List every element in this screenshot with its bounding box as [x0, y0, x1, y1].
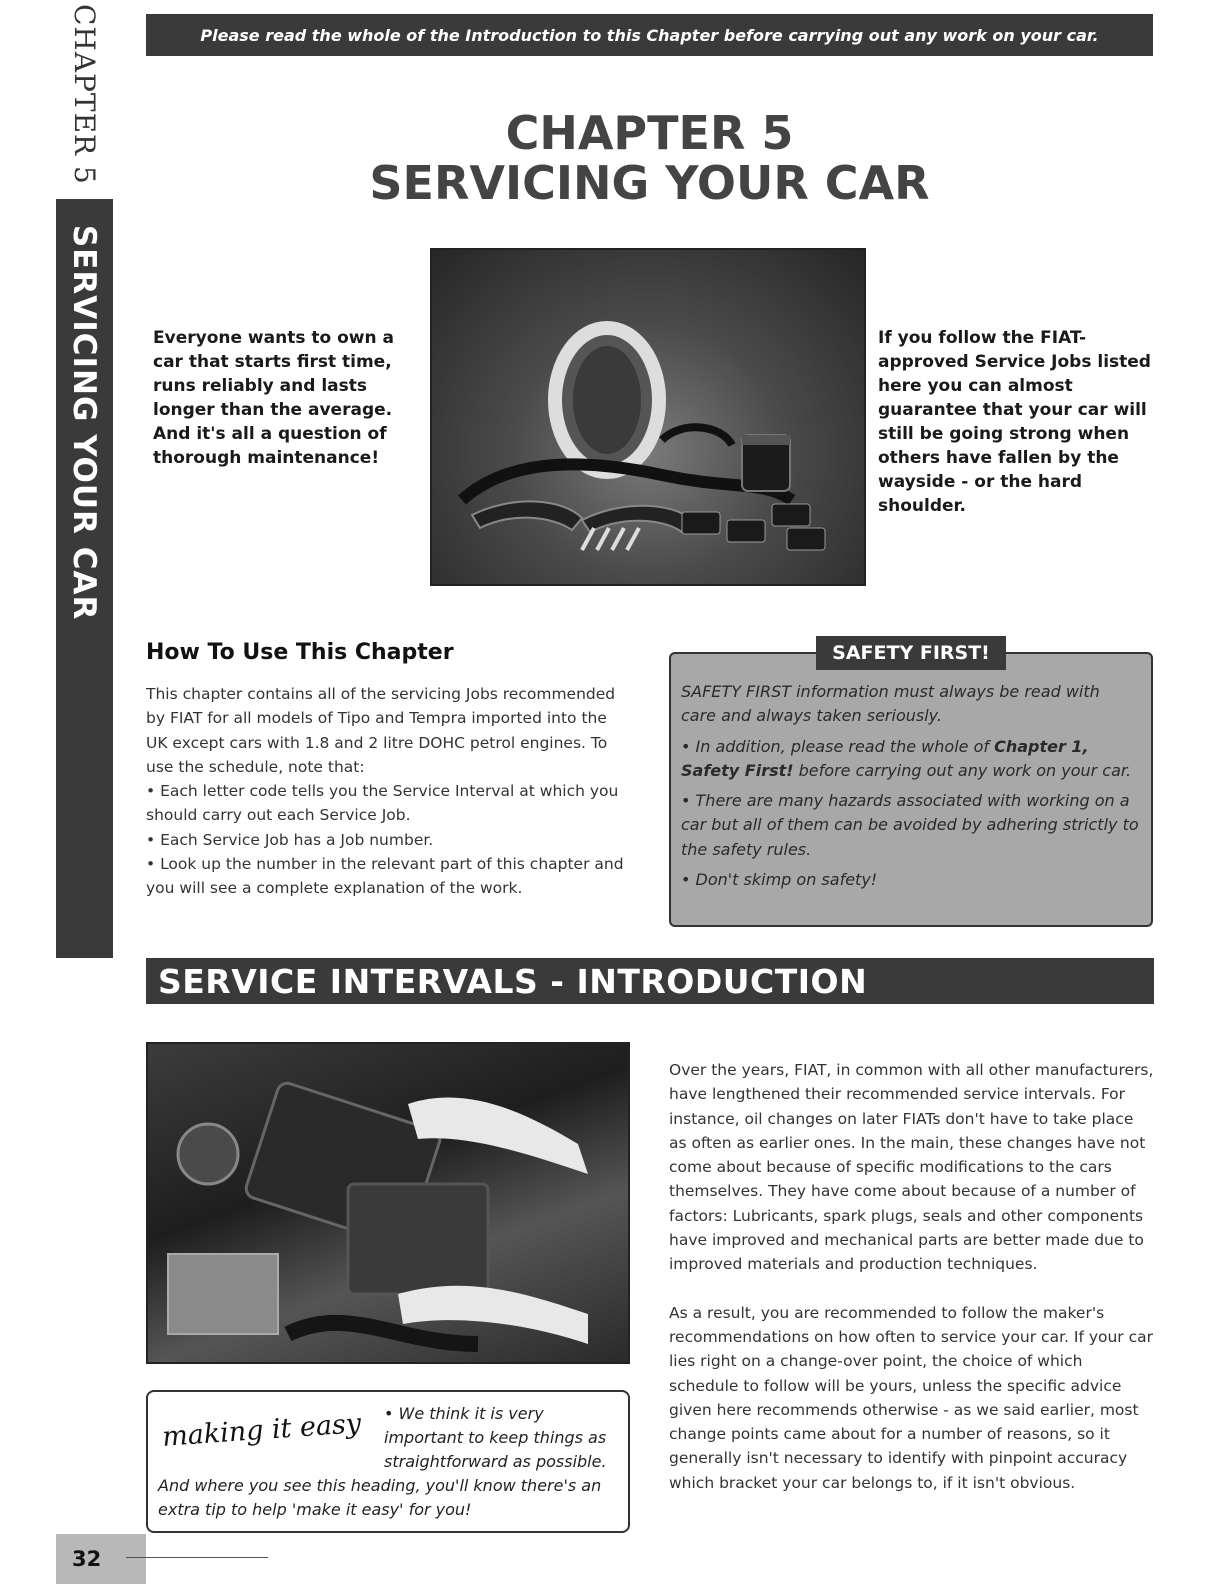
service-intervals-text [669, 1058, 1155, 1519]
intro-right-text: If you follow the FIAT-approved Service Jobs listed here you can almost guarantee that your car will still be going strong when others have fallen by the wayside - or the hard shoulder. [878, 328, 1151, 516]
service-intervals-paragraph: Over the years, FIAT, in common with all other manufacturers, have lengthened their recommended service intervals. For instance, oil changes on later FIATs don't have to take place as often as earlier ones. In the main, these changes have not come about because of specific modifications to the cars themselves. They have come about because of a number of factors: Lubricants, spark plugs, seals and other components have improved and mechanical parts are better made due to improved materials and production techniques. [669, 1061, 1154, 1274]
side-tab-chapter: CHAPTER 5 [56, 0, 113, 199]
how-to-bullet: • Look up the number in the relevant part of this chapter and you will see a complete explanation of the work. [146, 855, 624, 898]
how-to-bullet: • Each letter code tells you the Service Interval at which you should carry out each Service Job. [146, 782, 619, 825]
safety-first-box [669, 652, 1153, 927]
service-parts-photo [430, 248, 866, 586]
engine-bay-illustration [148, 1044, 628, 1362]
how-to-body [146, 682, 628, 901]
safety-intro: SAFETY FIRST information must always be read with care and always taken seriously. [681, 682, 1100, 726]
side-tab-text [56, 0, 113, 958]
footer-link-underline [126, 1557, 268, 1558]
intro-left-text: Everyone wants to own a car that starts first time, runs reliably and lasts longer than the average. And it's all a question of thorough maintenance! [153, 328, 394, 468]
chapter-title: SERVICING YOUR CAR [369, 156, 930, 210]
engine-bay-photo [146, 1042, 630, 1364]
safety-first-label: SAFETY FIRST! [816, 636, 1006, 670]
safety-bullet: • Don't skimp on safety! [681, 870, 878, 890]
safety-bullet: • There are many hazards associated with working on a car but all of them can be avoided by adhering strictly to the safety rules. [681, 791, 1139, 859]
side-tab-title: SERVICING YOUR CAR [66, 224, 103, 621]
chapter-number: CHAPTER 5 [505, 106, 794, 160]
service-intervals-paragraph: As a result, you are recommended to follow the maker's recommendations on how often to service your car. If your car lies right on a change-over point, the choice of which schedule to follow will be yours, unless the specific advice given here recommends otherwise - as we said earlier, most change points came about for a number of reasons, so it generally isn't necessary to identify with pinpoint accuracy which bracket your car belongs to, if it isn't obvious. [669, 1303, 1154, 1492]
safety-bullet: • In addition, please read the whole of Chapter 1, Safety First! before carrying out any work on your car. [681, 736, 1132, 780]
page-title [146, 108, 1153, 208]
tip-text: • We think it is very important to keep things as straightforward as possible. [384, 1404, 607, 1471]
tip-text: And where you see this heading, you'll know there's an extra tip to help 'make it easy' for you! [158, 1476, 602, 1519]
service-parts-illustration [432, 250, 864, 584]
how-to-heading: How To Use This Chapter [146, 640, 454, 665]
making-it-easy-box [146, 1390, 630, 1533]
chapter-side-tab [56, 0, 113, 958]
how-to-bullet: • Each Service Job has a Job number. [146, 830, 434, 849]
how-to-paragraph: This chapter contains all of the servicing Jobs recommended by FIAT for all models of Tipo and Tempra imported into the UK except cars with 1.8 and 2 litre DOHC petrol engines. To use the schedule, note that: [146, 685, 616, 776]
page-number: 32 [56, 1534, 146, 1584]
top-notice-banner: Please read the whole of the Introduction to this Chapter before carrying out any work on your car. [146, 14, 1153, 56]
making-it-easy-logo: making it easy [161, 1407, 363, 1453]
safety-chapter-reference: Chapter 1, Safety First! [681, 736, 1089, 780]
section-heading: SERVICE INTERVALS - INTRODUCTION [146, 958, 1154, 1004]
